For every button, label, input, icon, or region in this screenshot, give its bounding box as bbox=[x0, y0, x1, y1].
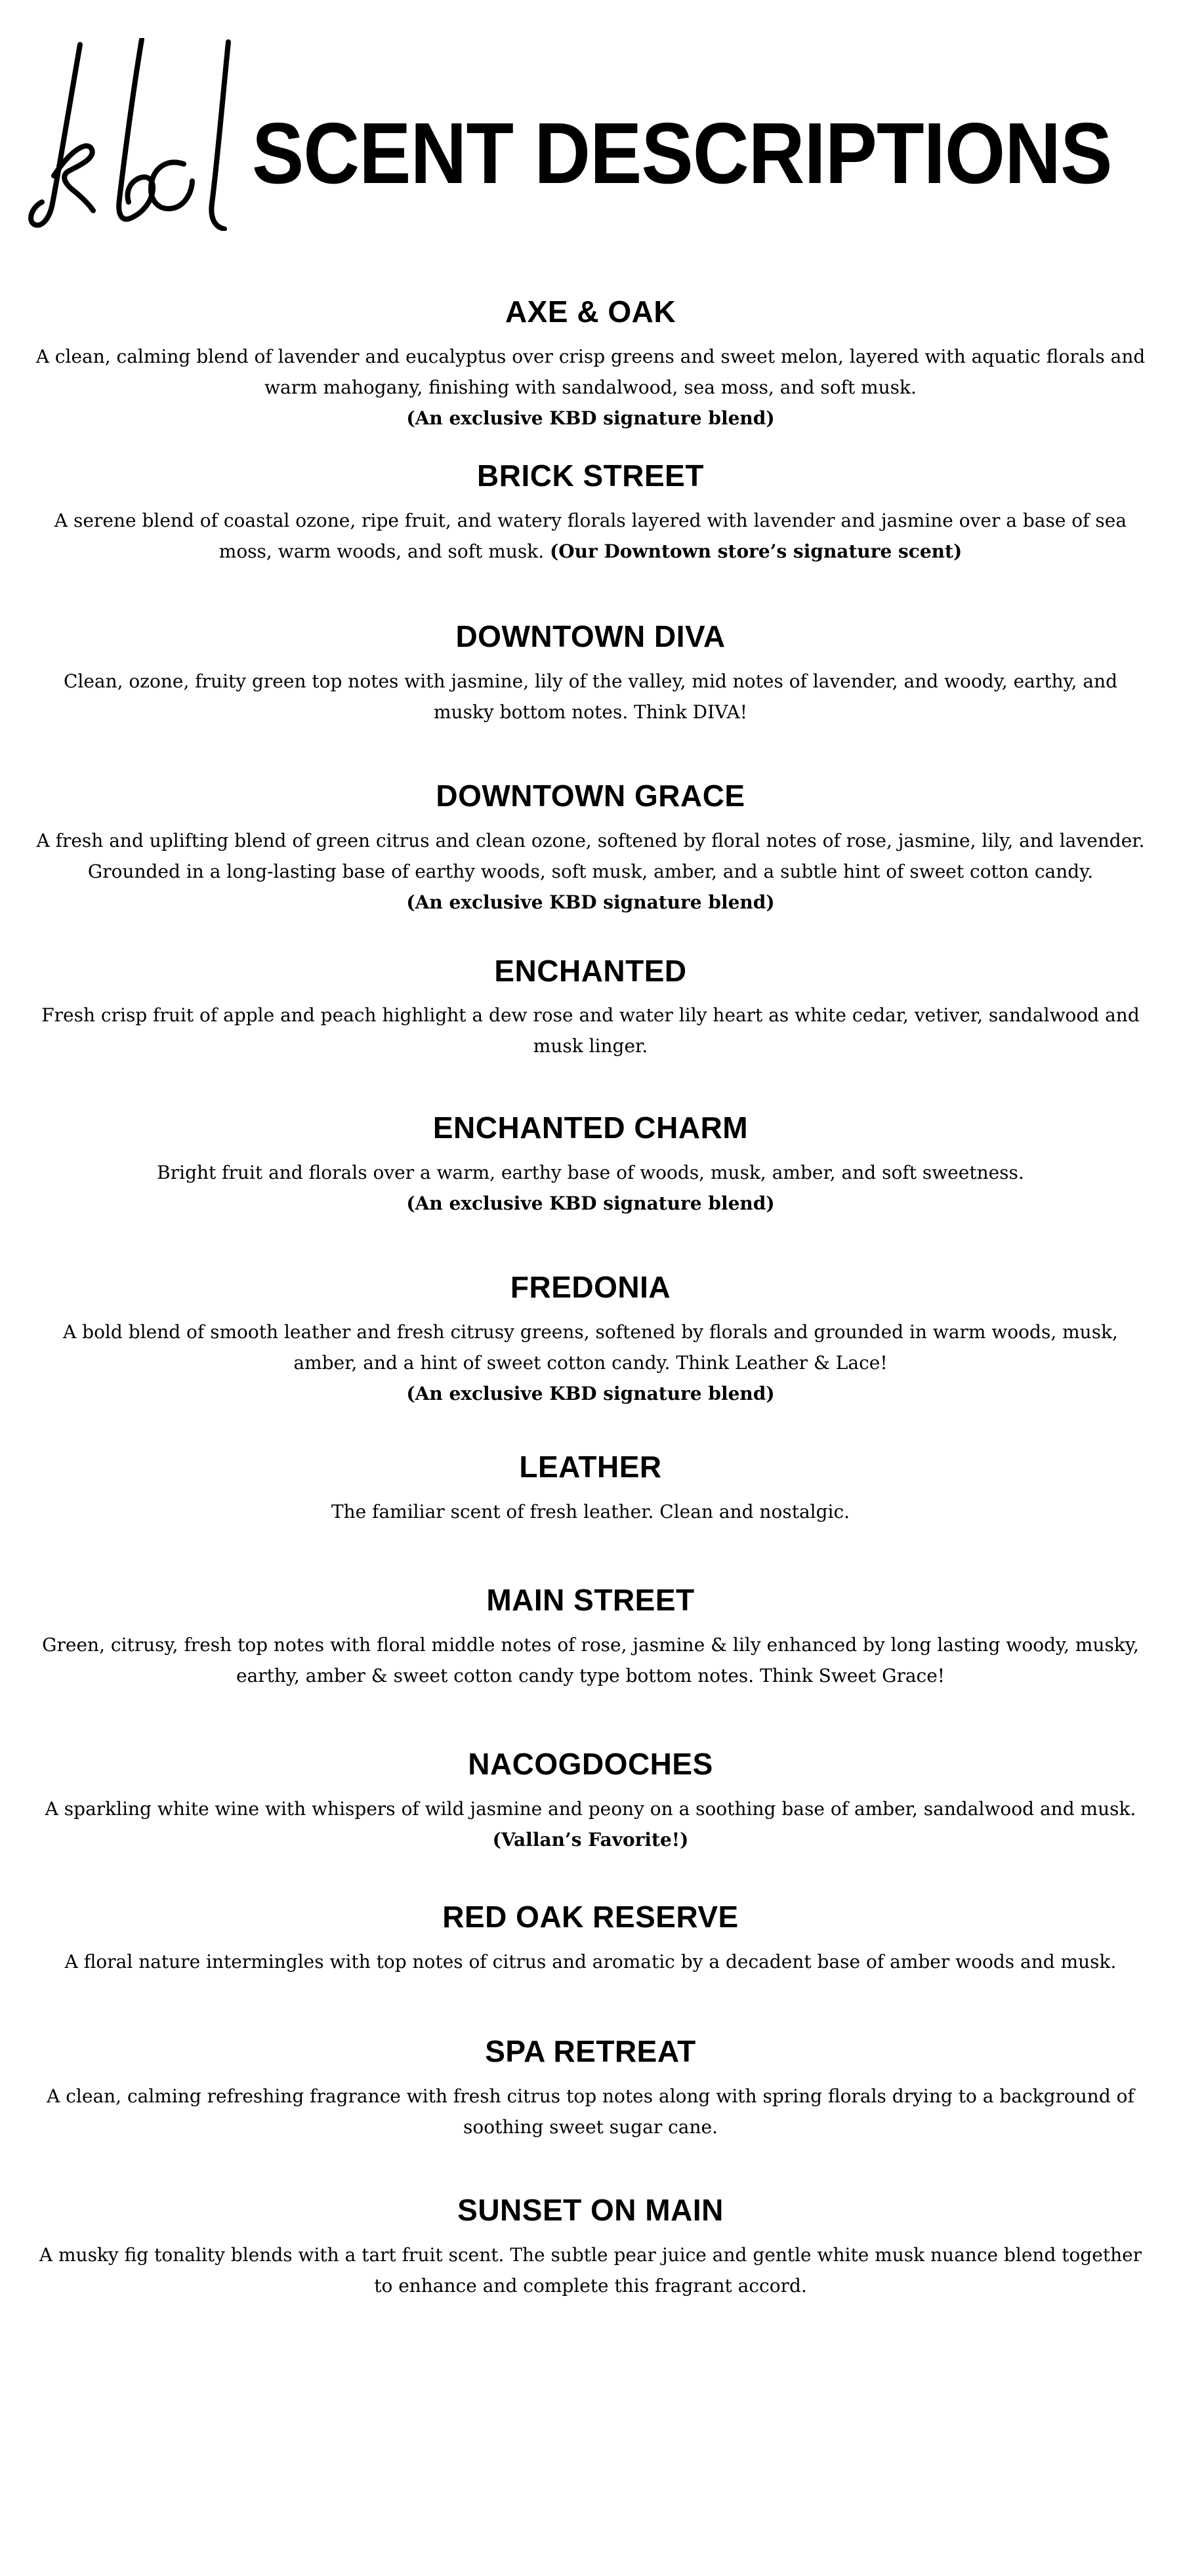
scent-list bbox=[0, 295, 1181, 2301]
scent-description: A fresh and uplifting blend of green citrus and clean ozone, softened by floral notes of rose, jasmine, lily, and lavender. Grounded in a long-lasting base of earthy woods, soft musk, amber, and a subtle hint of sweet cotton candy. bbox=[36, 829, 1145, 882]
scent-name: SPA RETREAT bbox=[485, 2034, 696, 2068]
scent-description: The familiar scent of fresh leather. Clean and nostalgic. bbox=[331, 1501, 850, 1523]
scent-name: ENCHANTED CHARM bbox=[432, 1111, 749, 1145]
scent-description: A clean, calming blend of lavender and eucalyptus over crisp greens and sweet melon, layered with aquatic florals and warm mahogany, finishing with sandalwood, sea moss, and soft musk. bbox=[35, 345, 1146, 398]
scent-note-line bbox=[33, 1824, 1148, 1855]
scent-note: (Vallan’s Favorite!) bbox=[492, 1828, 689, 1850]
scent-name: BRICK STREET bbox=[477, 458, 704, 493]
scent-description: A musky fig tonality blends with a tart fruit scent. The subtle pear juice and gentle white musk nuance blend together to enhance and complete this fragrant accord. bbox=[39, 2243, 1142, 2297]
scent-description: Clean, ozone, fruity green top notes with jasmine, lily of the valley, mid notes of lavender, and woody, earthy, and musky bottom notes. Think DIVA! bbox=[63, 670, 1118, 723]
scent-section bbox=[0, 954, 1181, 1062]
scent-description: Green, citrusy, fresh top notes with floral middle notes of rose, jasmine & lily enhanced by long lasting woody, musky, earthy, amber & sweet cotton candy type bottom notes. Think Sweet Grace! bbox=[42, 1634, 1139, 1687]
scent-note: (An exclusive KBD signature blend) bbox=[406, 407, 775, 429]
scent-section bbox=[0, 295, 1181, 434]
scent-name: DOWNTOWN GRACE bbox=[436, 778, 745, 813]
scent-note-line bbox=[33, 403, 1148, 434]
scent-description: A clean, calming refreshing fragrance with fresh citrus top notes along with spring florals drying to a background of soothing sweet sugar cane. bbox=[47, 2085, 1134, 2138]
kbd-signature-logo-icon bbox=[20, 38, 251, 231]
scent-description: Fresh crisp fruit of apple and peach highlight a dew rose and water lily heart as white cedar, vetiver, sandalwood and musk linger. bbox=[41, 1004, 1140, 1057]
scent-section bbox=[0, 1583, 1181, 1691]
scent-description: A floral nature intermingles with top notes of citrus and aromatic by a decadent base of amber woods and musk. bbox=[64, 1950, 1117, 1973]
scent-description: A serene blend of coastal ozone, ripe fruit, and watery florals layered with lavender and jasmine over a base of sea moss, warm woods, and soft musk. (Our Downtown store’s signature scent) bbox=[54, 509, 1127, 562]
scent-note: (An exclusive KBD signature blend) bbox=[406, 1383, 775, 1405]
scent-name: MAIN STREET bbox=[486, 1583, 695, 1618]
scent-section bbox=[0, 1450, 1181, 1527]
scent-note-line bbox=[33, 1378, 1148, 1409]
scent-description: A bold blend of smooth leather and fresh citrusy greens, softened by florals and grounded in warm woods, musk, amber, and a hint of sweet cotton candy. Think Leather & Lace! bbox=[63, 1321, 1118, 1374]
scent-name: RED OAK RESERVE bbox=[442, 1899, 739, 1934]
scent-note: (An exclusive KBD signature blend) bbox=[406, 891, 775, 913]
scent-note-line bbox=[33, 887, 1148, 918]
scent-section bbox=[0, 2034, 1181, 2142]
scent-section bbox=[0, 1270, 1181, 1409]
scent-section bbox=[0, 1111, 1181, 1219]
scent-section bbox=[0, 2193, 1181, 2301]
page-title: SCENT DESCRIPTIONS bbox=[252, 105, 1112, 201]
scent-note-line bbox=[33, 1188, 1148, 1219]
scent-description: A sparkling white wine with whispers of wild jasmine and peony on a soothing base of amber, sandalwood and musk. bbox=[45, 1797, 1136, 1820]
scent-name: NACOGDOCHES bbox=[468, 1747, 713, 1782]
scent-section bbox=[0, 459, 1181, 567]
scent-section bbox=[0, 619, 1181, 727]
header bbox=[0, 0, 1181, 231]
bottom-whitespace bbox=[0, 2301, 1181, 2564]
scent-note: (Our Downtown store’s signature scent) bbox=[550, 540, 963, 562]
scent-name: LEATHER bbox=[519, 1450, 662, 1484]
scent-section bbox=[0, 779, 1181, 918]
scent-name: DOWNTOWN DIVA bbox=[455, 619, 726, 653]
scent-note: (An exclusive KBD signature blend) bbox=[406, 1193, 775, 1215]
scent-name: FREDONIA bbox=[510, 1270, 671, 1305]
scent-section bbox=[0, 1747, 1181, 1855]
scent-name: AXE & OAK bbox=[505, 295, 676, 329]
scent-name: SUNSET ON MAIN bbox=[457, 2192, 724, 2227]
scent-section bbox=[0, 1900, 1181, 1977]
scent-description: Bright fruit and florals over a warm, earthy base of woods, musk, amber, and soft sweetness. bbox=[157, 1162, 1024, 1184]
scent-name: ENCHANTED bbox=[494, 953, 687, 988]
